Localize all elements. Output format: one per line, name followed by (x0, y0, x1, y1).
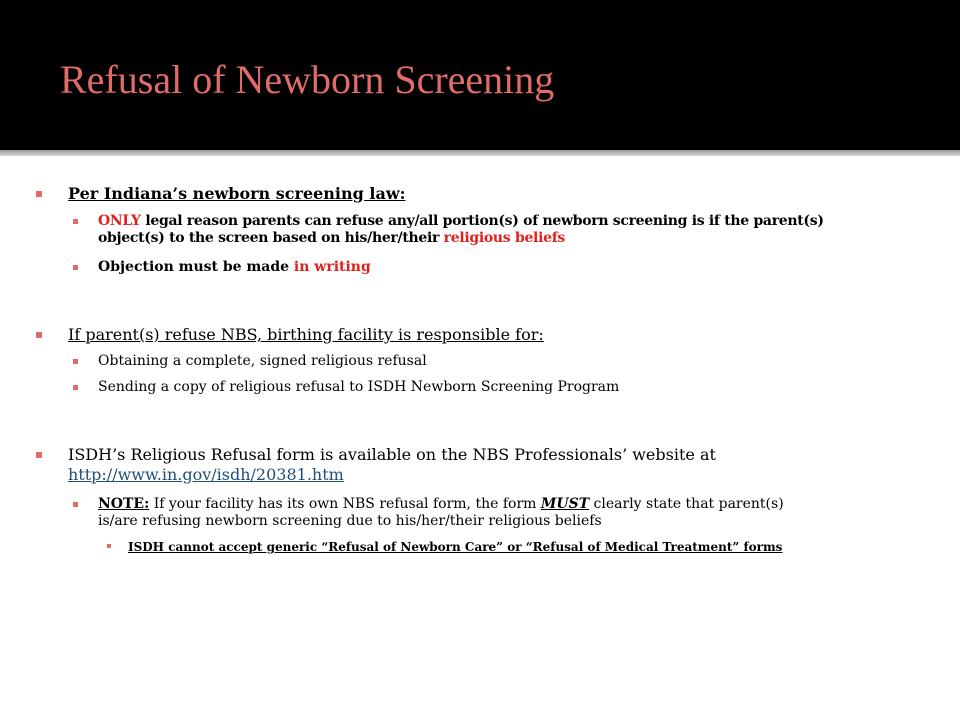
section2-item2: Sending a copy of religious refusal to ISDH Newborn Screening Program (98, 379, 620, 395)
sub-bullet-square-icon (73, 265, 78, 270)
section1-heading: Per Indiana’s newborn screening law: (68, 184, 406, 203)
section3-note (98, 496, 928, 530)
bullet-square-icon (36, 332, 42, 338)
note-label: NOTE: (98, 496, 150, 512)
bullet-square-icon (36, 452, 42, 458)
slide-title: Refusal of Newborn Screening (60, 57, 555, 102)
section3-intro: ISDH’s Religious Refusal form is available on the NBS Professionals’ website at (68, 445, 716, 464)
sub-sub-bullet-square-icon (107, 544, 111, 548)
section3-text (68, 445, 928, 485)
section2-item1: Obtaining a complete, signed religious refusal (98, 353, 427, 369)
sub-bullet-square-icon (73, 219, 78, 224)
section3-subnote: ISDH cannot accept generic “Refusal of Newborn Care” or “Refusal of Medical Treatment” forms (128, 540, 783, 554)
religious-beliefs-emphasis: religious beliefs (443, 230, 566, 246)
item1-text-line2: object(s) to the screen based on his/her/their (98, 230, 444, 246)
nbs-website-link[interactable]: http://www.in.gov/isdh/20381.htm (68, 465, 344, 484)
item2-text: Objection must be made (98, 259, 294, 275)
note-text2: clearly state that parent(s) (589, 496, 784, 512)
sub-bullet-square-icon (73, 385, 78, 390)
must-emphasis: MUST (540, 496, 590, 512)
sub-bullet-square-icon (73, 502, 78, 507)
only-emphasis: ONLY (98, 213, 141, 229)
sub-bullet-square-icon (73, 359, 78, 364)
note-text1: If your facility has its own NBS refusal form, the form (149, 496, 541, 512)
section1-item2 (98, 259, 371, 276)
item1-text-line1: legal reason parents can refuse any/all portion(s) of newborn screening is if the parent(s) (140, 213, 824, 229)
note-line2: is/are refusing newborn screening due to his/her/their religious beliefs (98, 513, 602, 529)
section2-heading: If parent(s) refuse NBS, birthing facility is responsible for: (68, 325, 544, 344)
bullet-square-icon (36, 191, 42, 197)
section1-item1 (98, 213, 928, 247)
in-writing-emphasis: in writing (293, 259, 371, 275)
